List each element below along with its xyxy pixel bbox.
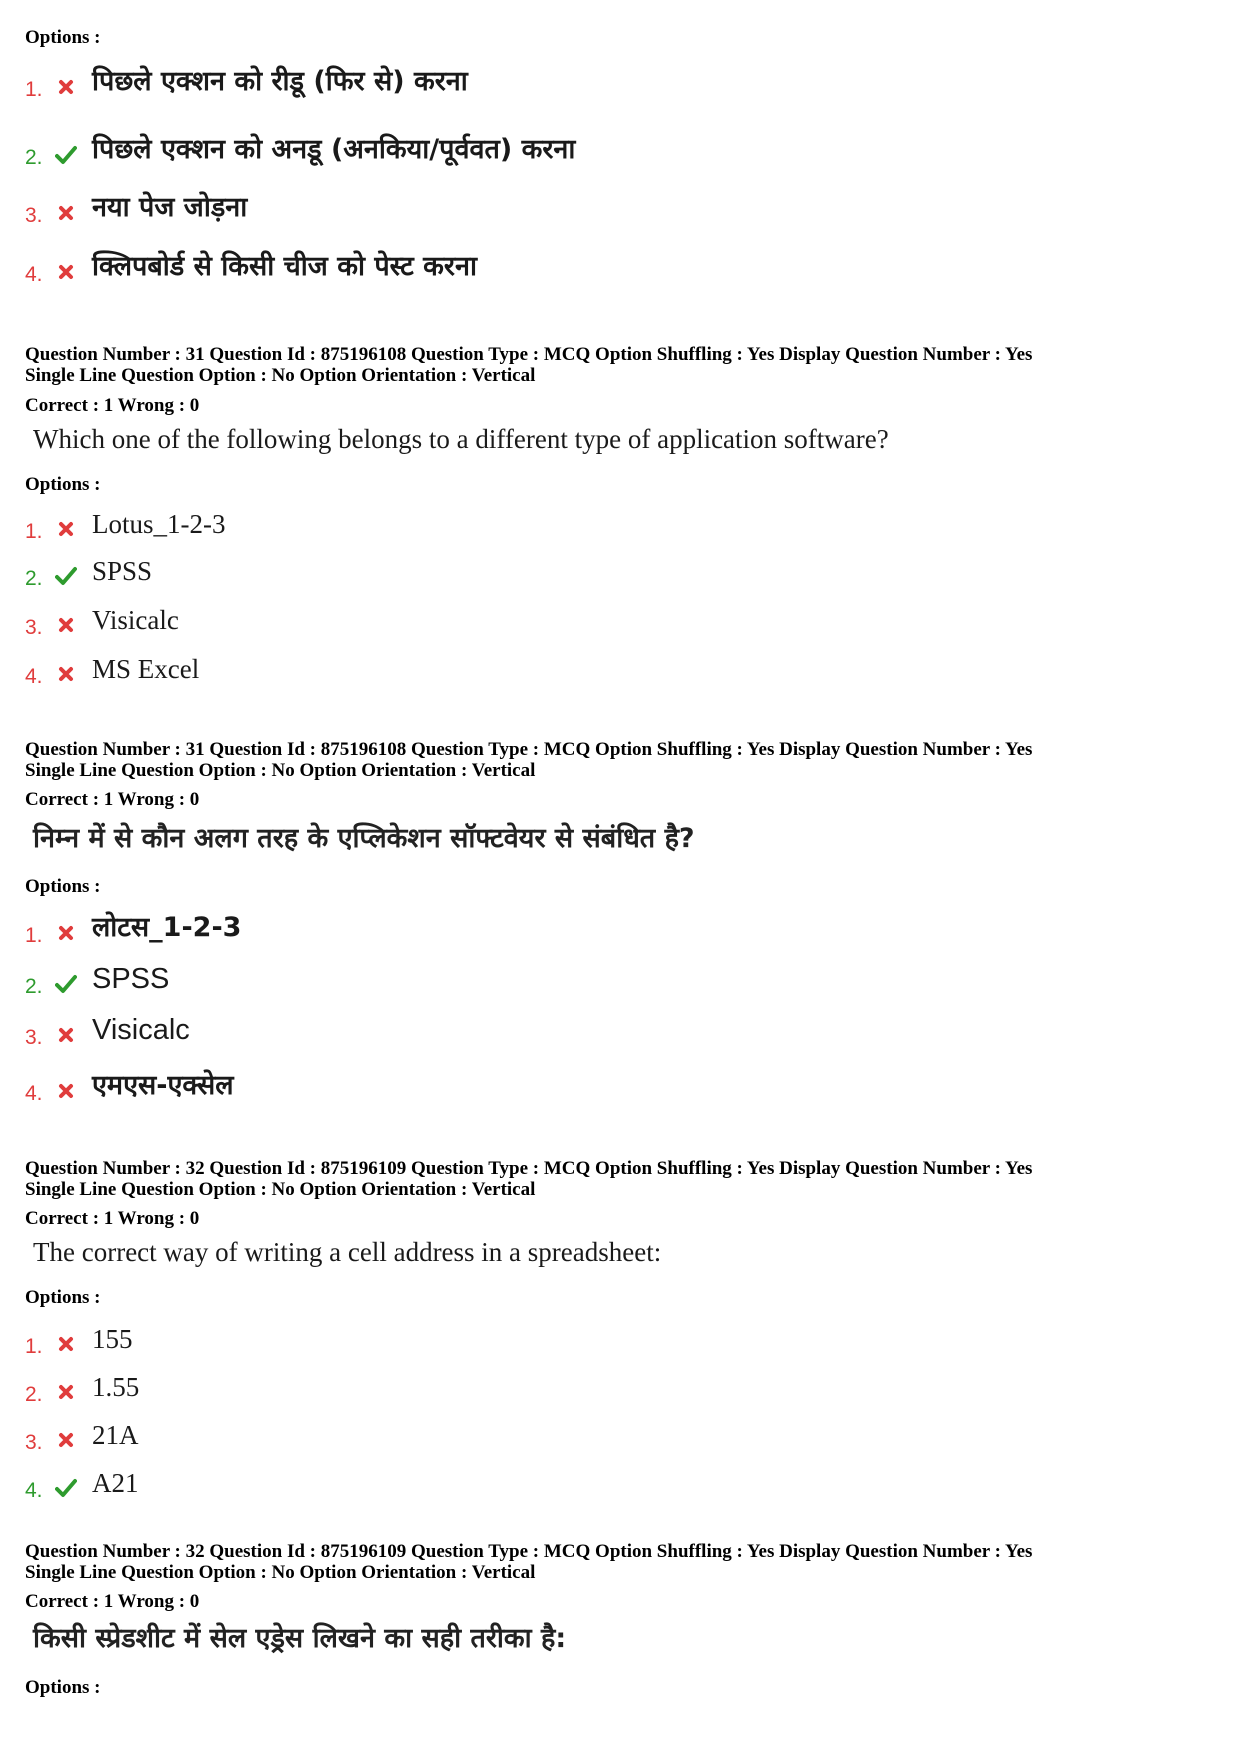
option-row [25,598,1125,642]
option-row [25,186,1125,230]
option-text: A21 [92,1468,139,1498]
option-row [25,1413,1125,1457]
option-text: 21A [92,1420,139,1450]
option-row [25,549,1125,593]
cross-icon [55,1024,77,1046]
cross-icon [55,1080,77,1102]
cross-icon [55,1333,77,1355]
option-row [25,1365,1125,1409]
meta-line-2: Single Line Question Option : No Option Orientation : Vertical [25,1179,536,1200]
option-number: 2. [25,975,43,998]
option-text: SPSS [92,963,170,995]
cross-icon [55,261,77,283]
option-number: 3. [25,616,43,639]
cross-icon [55,1381,77,1403]
option-number: 2. [25,146,43,169]
cross-icon [55,202,77,224]
meta-line-1: Question Number : 31 Question Id : 875196108 Question Type : MCQ Option Shuffling : Yes Display Question Number : Yes [25,344,1033,365]
option-text: 1.55 [92,1372,140,1402]
options-label: Options : [25,1287,101,1308]
options-label: Options : [25,27,101,48]
option-text: Visicalc [92,605,179,635]
option-row [25,906,1125,950]
option-text: एमएस-एक्सेल [92,1070,234,1101]
option-text: पिछले एक्शन को रीडू (फिर से) करना [92,66,468,97]
marks-info: Correct : 1 Wrong : 0 [25,1208,200,1229]
meta-line-2: Single Line Question Option : No Option Orientation : Vertical [25,1562,536,1583]
meta-line-1: Question Number : 32 Question Id : 875196109 Question Type : MCQ Option Shuffling : Yes Display Question Number : Yes [25,1541,1033,1562]
option-number: 1. [25,1335,43,1358]
option-number: 3. [25,204,43,227]
check-icon [55,565,77,587]
option-number: 1. [25,520,43,543]
option-text: MS Excel [92,654,200,684]
question-text: किसी स्प्रेडशीट में सेल एड्रेस लिखने का सही तरीका है: [33,1623,567,1654]
option-text: क्लिपबोर्ड से किसी चीज को पेस्ट करना [92,251,477,282]
check-icon [55,1477,77,1499]
meta-line-1: Question Number : 31 Question Id : 875196108 Question Type : MCQ Option Shuffling : Yes Display Question Number : Yes [25,739,1033,760]
option-number: 4. [25,665,43,688]
question-text: Which one of the following belongs to a different type of application software? [33,424,889,454]
cross-icon [55,1429,77,1451]
option-row [25,1064,1125,1108]
options-label: Options : [25,1677,101,1698]
options-label: Options : [25,876,101,897]
check-icon [55,973,77,995]
option-row [25,1317,1125,1361]
option-text: पिछले एक्शन को अनडू (अनकिया/पूर्ववत) करना [92,134,576,165]
marks-info: Correct : 1 Wrong : 0 [25,1591,200,1612]
question-meta [25,1541,1032,1583]
option-row [25,245,1125,289]
question-meta [25,739,1032,781]
option-row [25,1461,1125,1505]
option-number: 3. [25,1026,43,1049]
cross-icon [55,518,77,540]
option-number: 4. [25,263,43,286]
option-number: 1. [25,924,43,947]
question-meta [25,344,1032,386]
marks-info: Correct : 1 Wrong : 0 [25,789,200,810]
option-text: SPSS [92,556,153,586]
cross-icon [55,614,77,636]
option-row [25,1008,1125,1052]
option-row [25,60,1125,104]
option-number: 4. [25,1479,43,1502]
option-row [25,647,1125,691]
option-row [25,128,1125,172]
option-number: 4. [25,1082,43,1105]
meta-line-1: Question Number : 32 Question Id : 875196109 Question Type : MCQ Option Shuffling : Yes Display Question Number : Yes [25,1158,1033,1179]
option-text: 155 [92,1324,133,1354]
cross-icon [55,922,77,944]
check-icon [55,144,77,166]
option-number: 1. [25,78,43,101]
meta-line-2: Single Line Question Option : No Option Orientation : Vertical [25,365,536,386]
option-number: 2. [25,1383,43,1406]
option-text: Visicalc [92,1014,190,1046]
option-row [25,502,1125,546]
option-row [25,957,1125,1001]
option-text: लोटस_1-2-3 [92,912,242,943]
option-text: नया पेज जोड़ना [92,192,248,223]
option-number: 3. [25,1431,43,1454]
cross-icon [55,663,77,685]
option-number: 2. [25,567,43,590]
meta-line-2: Single Line Question Option : No Option Orientation : Vertical [25,760,536,781]
cross-icon [55,76,77,98]
marks-info: Correct : 1 Wrong : 0 [25,395,200,416]
question-text: निम्न में से कौन अलग तरह के एप्लिकेशन सॉफ्टवेयर से संबंधित है? [33,823,695,854]
options-label: Options : [25,474,101,495]
question-text: The correct way of writing a cell address in a spreadsheet: [33,1237,662,1267]
option-text: Lotus_1-2-3 [92,509,226,539]
question-meta [25,1158,1032,1200]
